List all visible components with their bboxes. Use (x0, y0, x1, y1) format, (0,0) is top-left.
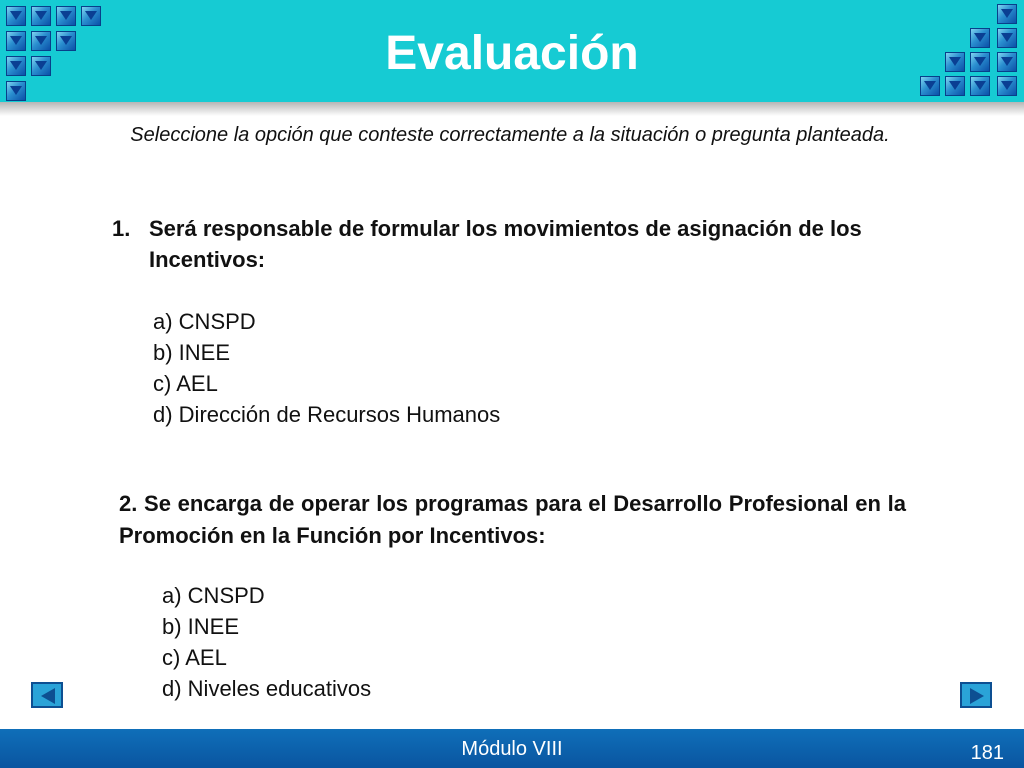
arrow-tile-icon (81, 6, 101, 26)
next-arrow-icon (966, 686, 988, 706)
prev-button[interactable] (31, 682, 63, 708)
arrow-tile-icon (6, 81, 26, 101)
question-1-text: Será responsable de formular los movimientos de asignación de los Incentivos: (149, 216, 862, 272)
arrow-tile-icon (6, 6, 26, 26)
option-item: b) INEE (153, 340, 231, 365)
question-1-options (153, 306, 500, 430)
header-shadow (0, 102, 1024, 116)
slide-title: Evaluación (385, 27, 639, 80)
arrow-tile-icon (31, 6, 51, 26)
prev-arrow-icon (37, 686, 59, 706)
option-item: b) INEE (162, 614, 240, 639)
arrow-tile-icon (997, 4, 1017, 24)
option-item: c) AEL (153, 371, 218, 396)
option-item: d) Dirección de Recursos Humanos (153, 402, 501, 427)
option-item: c) AEL (162, 645, 227, 670)
instruction-text: Seleccione la opción que conteste correctamente a la situación o pregunta planteada. (130, 124, 890, 146)
page-number: 181 (970, 742, 1004, 764)
question-2-options (162, 580, 371, 704)
arrow-tile-icon (56, 6, 76, 26)
next-button[interactable] (960, 682, 992, 708)
module-label: Módulo VIII (461, 738, 563, 760)
question-1-number: 1. (112, 216, 131, 241)
option-item: d) Niveles educativos (162, 676, 372, 701)
option-item: a) CNSPD (153, 309, 256, 334)
question-1 (112, 213, 912, 275)
option-item: a) CNSPD (162, 583, 265, 608)
question-2-text: 2. Se encarga de operar los programas para el Desarrollo Profesional en la Promoción en la Función por Incentivos: (119, 491, 906, 548)
